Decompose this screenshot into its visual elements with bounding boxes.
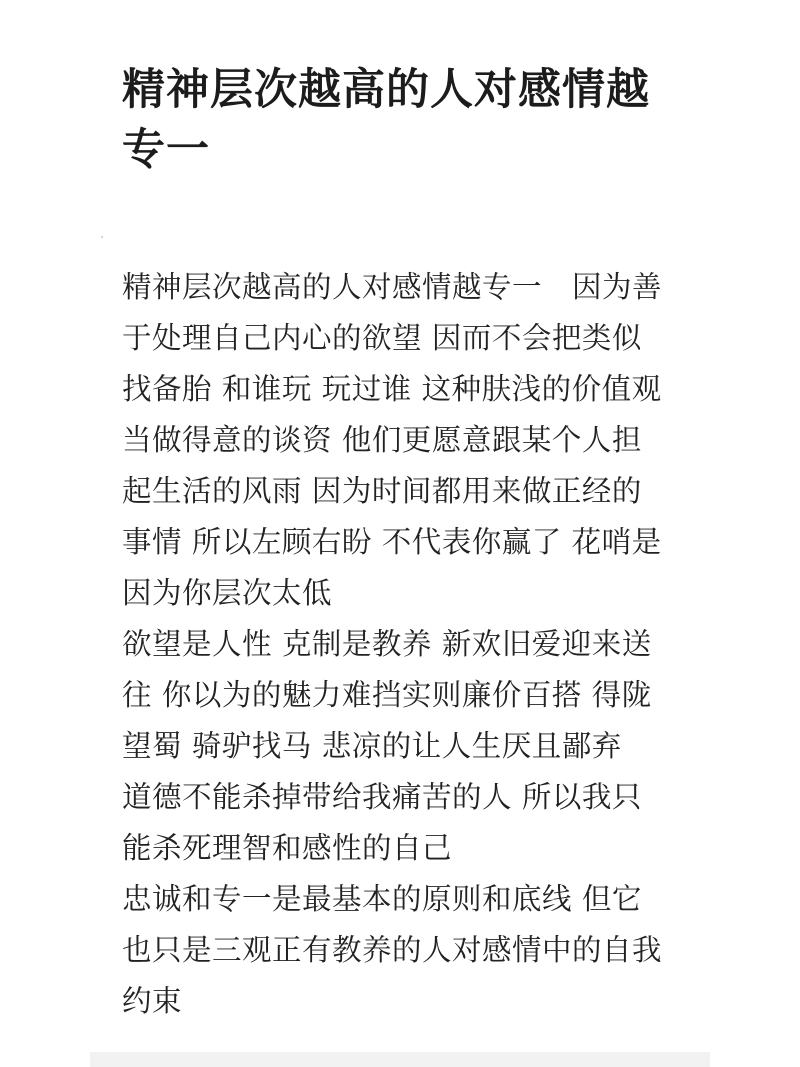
body-line-10: 望蜀 骑驴找马 悲凉的让人生厌且鄙弃 [122,729,622,763]
body-line-12: 能杀死理智和感性的自己 [122,831,453,865]
body-line-6: 事情 所以左顾右盼 不代表你赢了 花哨是 [122,525,662,559]
decorative-dot [101,236,103,238]
body-line-7: 因为你层次太低 [122,576,333,610]
body-line-14: 也只是三观正有教养的人对感情中的自我 [122,933,663,967]
body-line-2: 于处理自己内心的欲望 因而不会把类似 [122,321,642,355]
body-line-4: 当做得意的谈资 他们更愿意跟某个人担 [122,423,642,457]
body-line-5: 起生活的风雨 因为时间都用来做正经的 [122,474,642,508]
title-line-1: 精神层次越高的人对感情越 [122,65,650,115]
article-title [122,60,702,180]
body-line-15: 约束 [122,984,183,1018]
body-line-8: 欲望是人性 克制是教养 新欢旧爱迎来送 [122,627,652,661]
body-line-1: 精神层次越高的人对感情越专一 因为善 [122,270,663,304]
body-line-9: 往 你以为的魅力难挡实则廉价百搭 得陇 [122,678,652,712]
body-line-11: 道德不能杀掉带给我痛苦的人 所以我只 [122,780,642,814]
bottom-divider [90,1052,710,1067]
body-line-3: 找备胎 和谁玩 玩过谁 这种肤浅的价值观 [122,372,662,406]
article-body [122,262,702,1027]
title-line-2: 专一 [122,125,210,175]
body-line-13: 忠诚和专一是最基本的原则和底线 但它 [122,882,642,916]
